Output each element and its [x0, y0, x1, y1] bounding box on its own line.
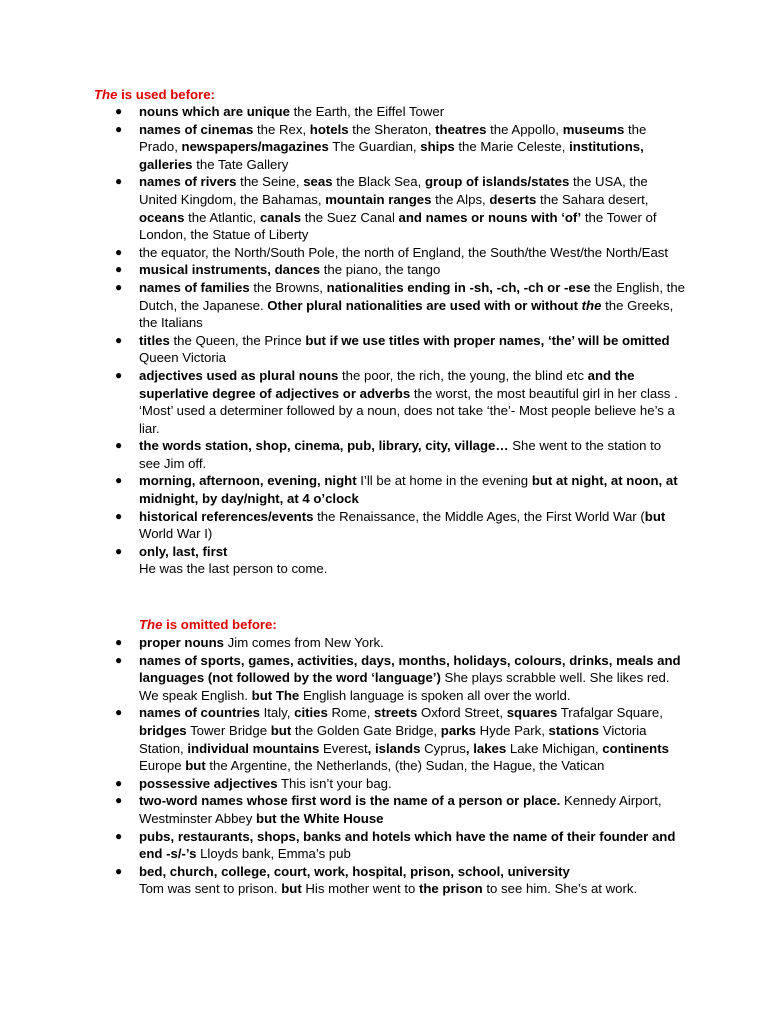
rule-example: Queen Victoria	[139, 350, 226, 366]
bullet-icon: ●	[115, 652, 123, 667]
bullet-icon: ●	[115, 775, 123, 790]
rule-item	[115, 173, 685, 243]
rule-keyword: stations	[548, 722, 600, 738]
rule-example: the USA, the United Kingdom, the Bahamas,	[139, 174, 648, 207]
rule-keyword: but if we use titles with proper names, ‘the’ will be omitted	[305, 332, 670, 348]
rule-item	[115, 828, 685, 863]
rule-example: His mother went to	[301, 881, 419, 897]
rule-keyword: but	[281, 881, 302, 897]
rule-keyword: parks	[440, 722, 476, 738]
bullet-icon: ●	[115, 635, 123, 649]
rule-example: I’ll be at home in the evening	[356, 473, 532, 489]
rule-example: This isn’t your bag.	[277, 775, 392, 791]
heading-the-is-omitted-before	[139, 616, 277, 634]
rule-keyword: and the superlative degree of adjectives or adverbs	[139, 367, 635, 401]
rule-keyword: proper nouns	[139, 635, 224, 650]
rule-example: the Rex,	[253, 121, 310, 137]
rule-keyword: the prison	[418, 881, 483, 897]
rule-keyword: but	[644, 508, 666, 524]
rule-keyword: historical references/events	[139, 508, 314, 524]
rule-example: the Alps,	[431, 191, 490, 207]
rule-keyword: the words station, shop, cinema, pub, library, city, village…	[139, 438, 509, 454]
rule-text	[139, 437, 685, 472]
rule-example: Lake Michigan,	[506, 740, 603, 756]
bullet-icon: ●	[115, 262, 123, 277]
rule-example: the Black Sea,	[332, 174, 425, 190]
rule-example: the Earth, the Eiffel Tower	[289, 104, 445, 119]
bullet-icon: ●	[115, 121, 123, 136]
rule-example: Jim comes from New York.	[224, 635, 384, 650]
rule-example: the Tower of London, the Statue of Liberty	[139, 209, 657, 243]
rule-keyword: museums	[562, 121, 625, 137]
rule-example: the piano, the tango	[320, 262, 441, 278]
rule-example: The Guardian,	[328, 139, 421, 155]
rule-keyword: musical instruments, dances	[139, 262, 321, 278]
rule-example: the Sheraton,	[348, 121, 436, 137]
rule-example: Europe	[139, 758, 186, 774]
rule-item	[115, 634, 685, 652]
rule-example: the Queen, the Prince	[169, 332, 306, 348]
rule-example: Italy,	[259, 705, 295, 721]
rule-keyword: mountain ranges	[325, 191, 432, 207]
used-before-list	[115, 103, 685, 578]
rule-keyword: bridges	[139, 722, 187, 738]
heading-rest: is used before:	[117, 87, 215, 102]
rule-keyword: morning, afternoon, evening, night	[139, 473, 357, 489]
rule-keyword: and names or nouns with ‘of’	[398, 209, 582, 225]
rule-keyword: names of countries	[139, 705, 260, 721]
rule-keyword: streets	[374, 705, 418, 721]
rule-example: the Argentine, the Netherlands, (the) Sudan, the Hague, the Vatican	[205, 758, 605, 774]
rule-example: Everest	[319, 740, 368, 756]
rule-item	[115, 775, 685, 793]
rule-example: She plays scrabble well. She likes red. We speak English.	[139, 670, 670, 703]
rule-keyword: titles	[139, 332, 170, 348]
rule-example: Kennedy Airport, Westminster Abbey	[139, 793, 662, 826]
rule-keyword: but	[270, 722, 292, 738]
rule-example: Hyde Park,	[475, 722, 549, 738]
rule-text	[139, 121, 685, 174]
rule-text	[139, 244, 685, 262]
rule-text	[139, 103, 685, 121]
rule-keyword: institutions, galleries	[139, 139, 644, 172]
rule-keyword: bed, church, college, court, work, hospital, prison, school, university	[139, 863, 570, 879]
rule-keyword: adjectives used as plural nouns	[139, 367, 339, 383]
rule-keyword: squares	[506, 705, 558, 721]
rule-keyword: but The	[251, 687, 300, 703]
rule-text	[139, 634, 685, 652]
rule-example: the Marie Celeste,	[454, 139, 570, 155]
rule-text	[139, 704, 685, 774]
rule-item	[115, 652, 685, 705]
rule-example: He was the last person to come.	[139, 561, 328, 577]
rule-keyword: theatres	[435, 121, 487, 137]
rule-example: Rome,	[327, 705, 375, 721]
rule-keyword: nouns which are unique	[139, 104, 290, 119]
rule-example: the Suez Canal	[301, 209, 399, 225]
rule-text	[139, 792, 685, 827]
rule-keyword: names of sports, games, activities, days, months, holidays, colours, drinks, meals and languages (not followed by the word ‘language’)	[139, 652, 681, 686]
rule-item	[115, 472, 685, 507]
rule-text	[139, 367, 685, 437]
bullet-icon: ●	[115, 793, 123, 808]
rule-keyword: continents	[602, 740, 669, 756]
bullet-icon: ●	[115, 705, 123, 720]
rule-keyword: names of rivers	[139, 174, 237, 190]
bullet-icon: ●	[115, 104, 123, 118]
rule-text	[139, 775, 685, 793]
rule-example: Lloyds bank, Emma’s pub	[196, 846, 351, 862]
rule-keyword: newspapers/magazines	[181, 139, 329, 155]
heading-the-word: The	[94, 87, 118, 102]
rule-example: the equator, the North/South Pole, the north of England, the South/the West/the North/East	[139, 244, 669, 260]
rule-item	[115, 279, 685, 332]
rule-example: the Renaissance, the Middle Ages, the First World War (	[313, 508, 645, 524]
rule-text	[139, 261, 685, 279]
rule-keyword: ships	[420, 139, 455, 155]
rule-example: Victoria Station,	[139, 722, 647, 756]
rule-item	[115, 103, 685, 121]
rule-item	[115, 261, 685, 279]
rule-example: Tower Bridge	[186, 722, 271, 738]
rule-text	[139, 173, 685, 243]
rule-keyword: individual mountains	[187, 740, 320, 756]
rule-keyword: pubs, restaurants, shops, banks and hotels which have the name of their founder and end -s/-’s	[139, 828, 676, 862]
rule-keyword: two-word names whose first word is the name of a person or place.	[139, 793, 561, 809]
rule-keyword: seas	[303, 174, 333, 190]
rule-example: World War I)	[139, 526, 213, 542]
rule-item	[115, 863, 685, 898]
bullet-icon: ●	[115, 863, 123, 878]
rule-keyword: oceans	[139, 209, 185, 225]
rule-example: the Tate Gallery	[192, 156, 289, 172]
rule-example: Tom was sent to prison.	[139, 881, 282, 897]
bullet-icon: ●	[115, 244, 123, 259]
rule-item	[115, 332, 685, 367]
rule-item	[115, 367, 685, 437]
rule-example: Trafalgar Square,	[557, 705, 663, 721]
rule-item	[115, 704, 685, 774]
rule-example: to see him. She’s at work.	[482, 881, 638, 897]
rule-keyword: hotels	[309, 121, 349, 137]
rule-keyword: , islands	[367, 740, 421, 756]
rule-text	[139, 828, 685, 863]
rule-keyword: names of families	[139, 279, 250, 295]
rule-example: Oxford Street,	[417, 705, 507, 721]
bullet-icon: ●	[115, 508, 123, 523]
rule-example: the Sahara desert,	[536, 191, 649, 207]
bullet-icon: ●	[115, 543, 123, 558]
bullet-icon: ●	[115, 279, 123, 294]
rule-example: the Browns,	[249, 279, 327, 295]
rule-keyword: deserts	[489, 191, 537, 207]
rule-keyword: , lakes	[465, 740, 507, 756]
rule-example: the Seine,	[236, 174, 304, 190]
rule-item	[115, 792, 685, 827]
rule-text	[139, 332, 685, 367]
rule-item	[115, 121, 685, 174]
omitted-before-list	[115, 634, 685, 898]
rule-keyword: only, last, first	[139, 543, 228, 559]
rule-keyword: names of cinemas	[139, 121, 254, 137]
rule-text	[139, 543, 685, 578]
rule-example: the poor, the rich, the young, the blind etc	[338, 367, 588, 383]
rule-example: the Golden Gate Bridge,	[291, 722, 441, 738]
rule-keyword: but at night, at noon, at midnight, by day/night, at 4 o’clock	[139, 473, 678, 507]
rule-text	[139, 472, 685, 507]
rule-example: the Appollo,	[486, 121, 563, 137]
rule-keyword: nationalities ending in -sh, -ch, -ch or -ese	[326, 279, 591, 295]
rule-example: the Prado,	[139, 121, 647, 155]
heading-the-is-used-before	[94, 86, 215, 104]
rule-example: the English, the Dutch, the Japanese.	[139, 279, 686, 313]
rule-text	[139, 279, 685, 332]
bullet-icon: ●	[115, 828, 123, 843]
rule-keyword: cities	[294, 705, 328, 721]
rule-text	[139, 508, 685, 543]
bullet-icon: ●	[115, 438, 123, 453]
rule-item	[115, 244, 685, 262]
bullet-icon: ●	[115, 332, 123, 347]
heading-rest: is omitted before:	[162, 617, 277, 632]
rule-example: the Atlantic,	[184, 209, 260, 225]
rule-example: English language is spoken all over the world.	[299, 687, 571, 703]
rule-example: the Greeks, the Italians	[139, 297, 674, 331]
rule-item	[115, 543, 685, 578]
rule-keyword: possessive adjectives	[139, 775, 278, 791]
rule-text	[139, 863, 685, 898]
bullet-icon: ●	[115, 473, 123, 488]
bullet-icon: ●	[115, 367, 123, 382]
rule-example: She went to the station to see Jim off.	[139, 438, 662, 471]
rule-keyword: but	[185, 758, 206, 774]
rule-item	[115, 508, 685, 543]
rule-example: the worst, the most beautiful girl in her class . ‘Most’ used a determiner followed by a noun, does not take ‘the’- Most people believe he’s a liar.	[139, 385, 678, 436]
rule-item	[115, 437, 685, 472]
rule-keyword: canals	[259, 209, 302, 225]
rule-text	[139, 652, 685, 705]
rule-keyword: Other plural nationalities are used with or without	[267, 297, 582, 313]
bullet-icon: ●	[115, 174, 123, 189]
heading-the-word: The	[139, 617, 163, 632]
rule-keyword: the	[581, 297, 602, 313]
rule-keyword: but the White House	[256, 810, 384, 826]
rule-keyword: group of islands/states	[424, 174, 570, 190]
rule-example: Cyprus	[420, 740, 466, 756]
